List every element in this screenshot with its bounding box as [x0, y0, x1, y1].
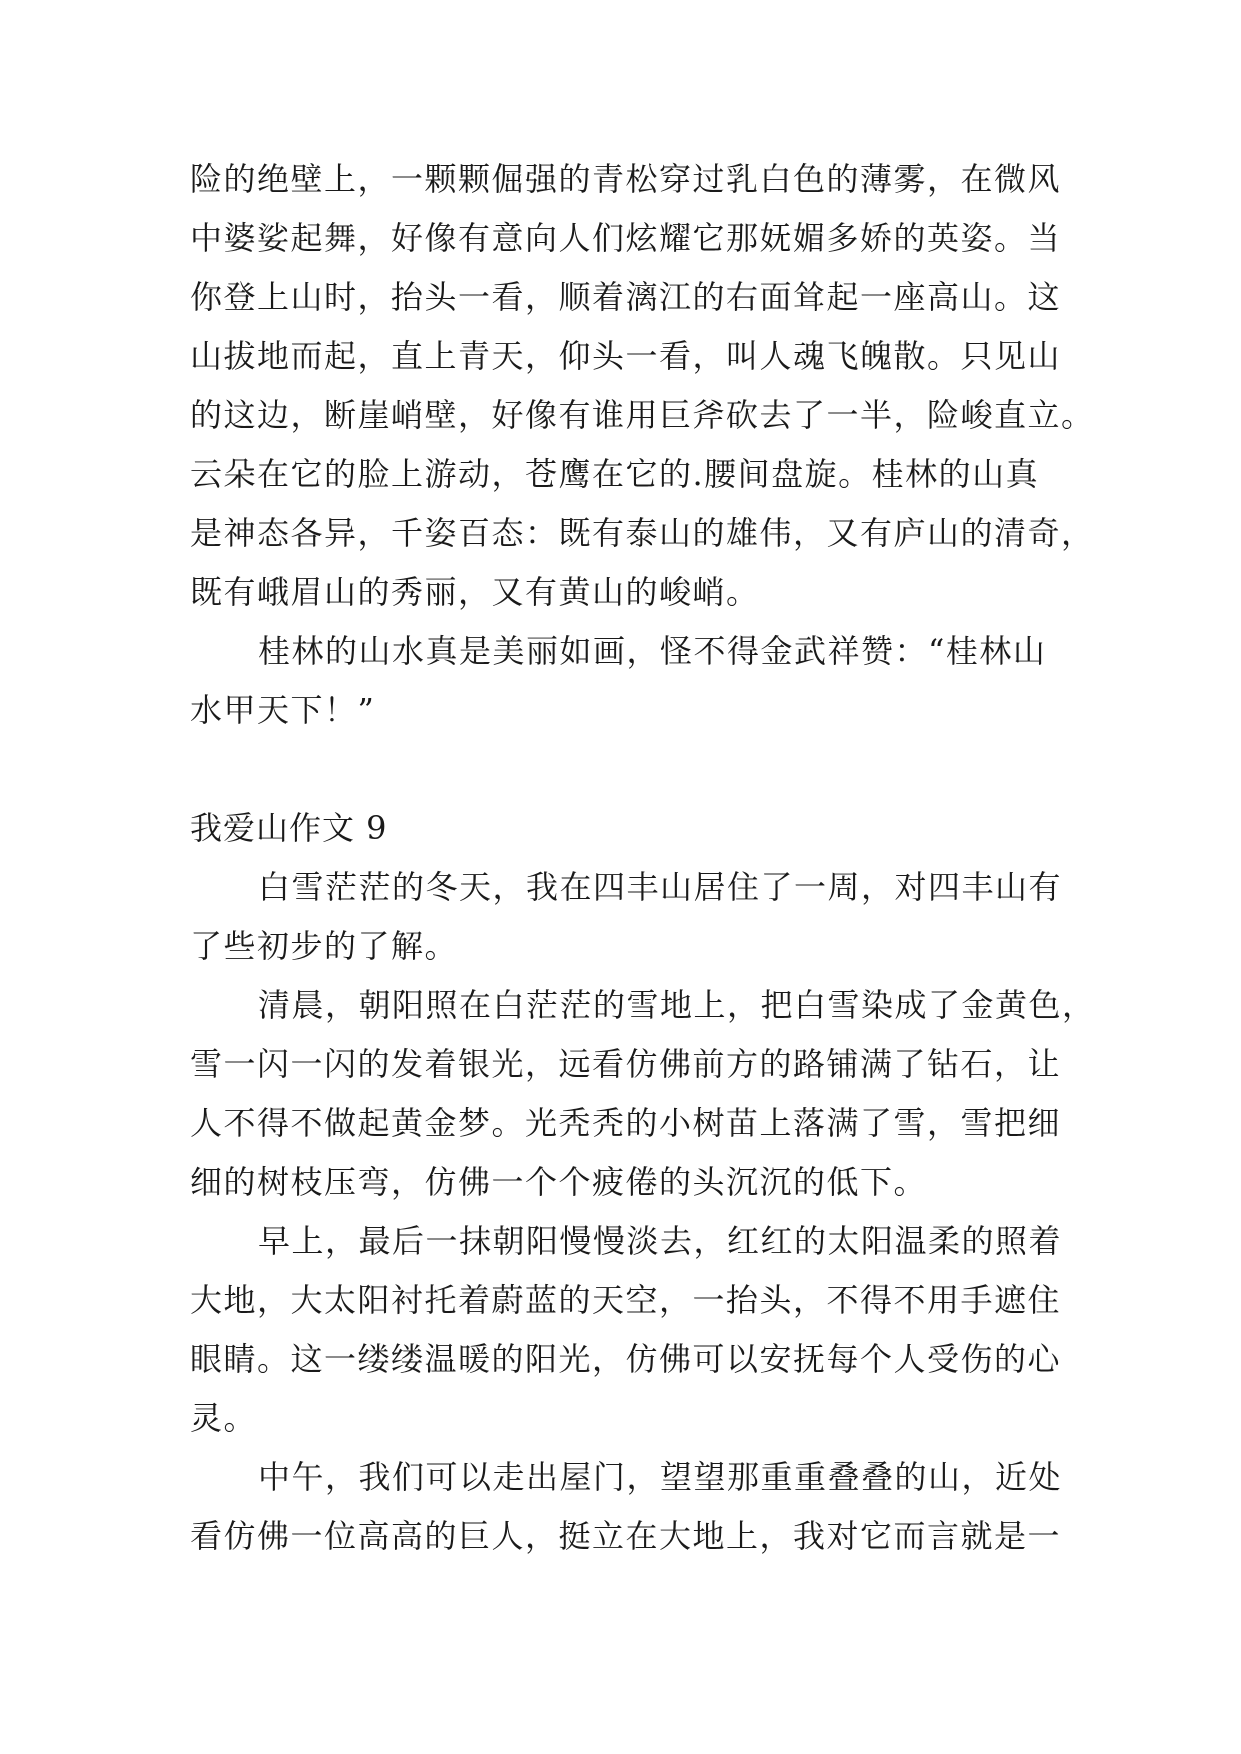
text-line: 清晨，朝阳照在白茫茫的雪地上，把白雪染成了金黄色，: [258, 986, 1096, 1024]
paragraph-forenoon: [190, 1212, 1063, 1448]
text-line: 既有峨眉山的秀丽，又有黄山的峻峭。: [190, 573, 760, 611]
paragraph-morning: [190, 976, 1096, 1212]
paragraph-guilin-conclusion: [190, 622, 1056, 740]
text-line: 眼睛。这一缕缕温暖的阳光，仿佛可以安抚每个人受伤的心: [190, 1340, 1062, 1378]
text-line: 细的树枝压弯，仿佛一个个疲倦的头沉沉的低下。: [190, 1163, 928, 1201]
text-line: 雪一闪一闪的发着银光，远看仿佛前方的路铺满了钻石，让: [190, 1045, 1062, 1083]
document-body: [190, 150, 1096, 1566]
text-line: 中婆娑起舞，好像有意向人们炫耀它那妩媚多娇的英姿。当: [190, 219, 1062, 257]
text-line: 人不得不做起黄金梦。光秃秃的小树苗上落满了雪，雪把细: [190, 1104, 1062, 1142]
text-line: 早上，最后一抹朝阳慢慢淡去，红红的太阳温柔的照着: [258, 1222, 1063, 1260]
paragraph-guilin-mountains: [190, 150, 1095, 622]
text-line: 山拔地而起，直上青天，仰头一看，叫人魂飞魄散。只见山: [190, 337, 1062, 375]
text-line: 灵。: [190, 1399, 258, 1437]
text-line: 中午，我们可以走出屋门，望望那重重叠叠的山，近处: [258, 1458, 1063, 1496]
text-line: 的这边，断崖峭壁，好像有谁用巨斧砍去了一半，险峻直立。: [190, 396, 1095, 434]
text-line: 了些初步的了解。: [190, 927, 459, 965]
paragraph-intro: [190, 858, 1063, 976]
text-line: 大地，大太阳衬托着蔚蓝的天空，一抬头，不得不用手遮住: [190, 1281, 1062, 1319]
text-line: 水甲天下！”: [190, 691, 376, 729]
text-line: 桂林的山水真是美丽如画，怪不得金武祥赞：“桂林山: [258, 632, 1047, 670]
text-line: 看仿佛一位高高的巨人，挺立在大地上，我对它而言就是一: [190, 1517, 1062, 1555]
text-line: 险的绝壁上，一颗颗倔强的青松穿过乳白色的薄雾，在微风: [190, 160, 1062, 198]
text-line: 白雪茫茫的冬天，我在四丰山居住了一周，对四丰山有: [258, 868, 1063, 906]
paragraph-noon: [190, 1448, 1063, 1566]
text-line: 是神态各异，千姿百态：既有泰山的雄伟，又有庐山的清奇，: [190, 514, 1095, 552]
section-spacer: [190, 740, 1056, 799]
text-line: 你登上山时，抬头一看，顺着漓江的右面耸起一座高山。这: [190, 278, 1062, 316]
text-line: 云朵在它的脸上游动，苍鹰在它的.腰间盘旋。桂林的山真: [190, 455, 1040, 493]
essay-heading: 我爱山作文 9: [190, 809, 388, 847]
